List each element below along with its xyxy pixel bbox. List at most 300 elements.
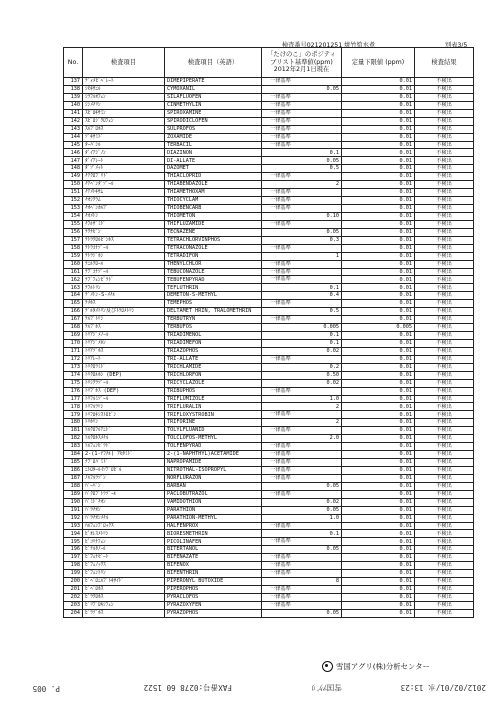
standard-value bbox=[262, 593, 342, 601]
standard-value bbox=[262, 244, 342, 252]
uniform-standard-label: 一律基準 bbox=[270, 276, 291, 283]
row-number: 147 bbox=[64, 157, 83, 165]
inspection-results-table bbox=[63, 47, 474, 618]
item-name-en: BARBAN bbox=[165, 482, 262, 490]
item-name-jp: ﾃﾄﾗｺﾅｿﾞｰﾙ bbox=[83, 244, 165, 252]
item-name-en: THIACLOPRID bbox=[165, 173, 262, 181]
row-number: 167 bbox=[64, 316, 83, 324]
item-name-jp: ﾄﾘｱｼﾞﾒﾎﾝ bbox=[83, 339, 165, 347]
table-row bbox=[64, 411, 474, 419]
row-number: 165 bbox=[64, 300, 83, 308]
row-number: 143 bbox=[64, 125, 83, 133]
row-number: 174 bbox=[64, 371, 83, 379]
item-name-en: BIFENTHRIN bbox=[165, 570, 262, 578]
standard-numeric-value: 0.1 bbox=[329, 340, 339, 347]
standard-value bbox=[262, 419, 342, 427]
standard-numeric-value: 0.4 bbox=[329, 292, 339, 299]
item-name-en: SULPROFOS bbox=[165, 125, 262, 133]
uniform-standard-label: 一律基準 bbox=[270, 101, 291, 108]
item-name-en: TRIFORINE bbox=[165, 419, 262, 427]
standard-value bbox=[262, 316, 342, 324]
item-name-jp: ﾃｸﾅｾﾞﾝ bbox=[83, 228, 165, 236]
table-row bbox=[64, 284, 474, 292]
uniform-standard-label: 一律基準 bbox=[270, 427, 291, 434]
quantitation-limit: 0.01 bbox=[342, 101, 415, 109]
item-name-en: TERBUFOS bbox=[165, 324, 262, 332]
test-result: 不検出 bbox=[415, 554, 474, 562]
uniform-standard-label: 一律基準 bbox=[270, 205, 291, 211]
row-number: 197 bbox=[64, 554, 83, 562]
item-name-jp: ﾋﾟﾘﾌﾟﾛｷｼﾌｪﾝ bbox=[83, 601, 165, 609]
uniform-standard-label: 一律基準 bbox=[270, 490, 291, 497]
test-result: 不検出 bbox=[415, 514, 474, 522]
test-result: 不検出 bbox=[415, 220, 474, 228]
item-name-en: TRIFLOXYSTROBIN bbox=[165, 411, 262, 419]
item-name-en: NITROTHAL-ISOPROPYL bbox=[165, 466, 262, 474]
standard-value bbox=[262, 474, 342, 482]
item-name-jp: ﾄﾘｼｸﾗｿﾞｰﾙ bbox=[83, 379, 165, 387]
table-body bbox=[64, 78, 474, 618]
test-result: 不検出 bbox=[415, 593, 474, 601]
row-number: 193 bbox=[64, 522, 83, 530]
item-name-jp: ｿﾞｷｻﾐﾄﾞ bbox=[83, 133, 165, 141]
item-name-en: TERBACIL bbox=[165, 141, 262, 149]
uniform-standard-label: 一律基準 bbox=[270, 459, 291, 465]
quantitation-limit: 0.01 bbox=[342, 586, 415, 594]
row-number: 158 bbox=[64, 244, 83, 252]
item-name-en: THIOMETON bbox=[165, 212, 262, 220]
uniform-standard-label: 一律基準 bbox=[270, 117, 291, 124]
quantitation-limit: 0.01 bbox=[342, 332, 415, 340]
item-name-jp: ﾄﾙｸﾛﾎｽﾒﾁﾙ bbox=[83, 435, 165, 443]
table-row bbox=[64, 228, 474, 236]
item-name-en: PYRAZOXYFEN bbox=[165, 601, 262, 609]
uniform-standard-label: 一律基準 bbox=[270, 316, 291, 323]
table-row bbox=[64, 474, 474, 482]
item-name-jp: ﾋﾟﾍﾟﾛﾆﾙﾌﾞﾄｷｻｲﾄﾞ bbox=[83, 578, 165, 586]
table-row bbox=[64, 244, 474, 252]
standard-value bbox=[262, 411, 342, 419]
standard-value bbox=[262, 371, 342, 379]
standard-value bbox=[262, 236, 342, 244]
item-name-en: THIFLUZAMIDE bbox=[165, 220, 262, 228]
item-name-en: TOLFENPYRAD bbox=[165, 443, 262, 451]
table-row bbox=[64, 212, 474, 220]
table-row bbox=[64, 387, 474, 395]
uniform-standard-label: 一律基準 bbox=[270, 197, 291, 204]
test-result: 不検出 bbox=[415, 363, 474, 371]
item-name-jp: ﾄﾙｸﾛﾌﾙｱﾆﾄﾞ bbox=[83, 427, 165, 435]
item-name-en: PYRAZOPHOS bbox=[165, 609, 262, 617]
standard-value bbox=[262, 252, 342, 260]
item-name-jp: ﾋﾟﾗｸﾛﾎｽ bbox=[83, 593, 165, 601]
row-number: 161 bbox=[64, 268, 83, 276]
item-name-jp: ﾃﾞﾒﾄﾝ-S-ﾒﾁﾙ bbox=[83, 292, 165, 300]
row-number: 146 bbox=[64, 149, 83, 157]
table-row bbox=[64, 451, 474, 459]
item-name-jp: ﾋﾞｵﾚｽﾒﾄﾘﾝ bbox=[83, 530, 165, 538]
brand-name: 雪国アグリ(株)分析センター bbox=[336, 662, 430, 671]
row-number: 141 bbox=[64, 109, 83, 117]
test-result: 不検出 bbox=[415, 355, 474, 363]
standard-value bbox=[262, 459, 342, 467]
table-row bbox=[64, 363, 474, 371]
test-result: 不検出 bbox=[415, 292, 474, 300]
item-name-en: PIPEROPHOS bbox=[165, 586, 262, 594]
standard-value bbox=[262, 332, 342, 340]
standard-value bbox=[262, 601, 342, 609]
standard-value bbox=[262, 308, 342, 316]
standard-value bbox=[262, 586, 342, 594]
quantitation-limit: 0.01 bbox=[342, 355, 415, 363]
table-row bbox=[64, 506, 474, 514]
row-number: 200 bbox=[64, 578, 83, 586]
standard-value bbox=[262, 173, 342, 181]
standard-value bbox=[262, 157, 342, 165]
row-number: 180 bbox=[64, 419, 83, 427]
quantitation-limit: 0.01 bbox=[342, 85, 415, 93]
standard-value bbox=[262, 427, 342, 435]
table-row bbox=[64, 379, 474, 387]
row-number: 170 bbox=[64, 339, 83, 347]
quantitation-limit: 0.01 bbox=[342, 522, 415, 530]
test-result: 不検出 bbox=[415, 78, 474, 86]
standard-numeric-value: 0.05 bbox=[326, 609, 339, 616]
footer-brand bbox=[322, 661, 430, 672]
item-name-en: SPIROXAMINE bbox=[165, 109, 262, 117]
test-result: 不検出 bbox=[415, 546, 474, 554]
test-result: 不検出 bbox=[415, 316, 474, 324]
standard-numeric-value: 2 bbox=[335, 181, 339, 188]
row-number: 145 bbox=[64, 141, 83, 149]
quantitation-limit: 0.01 bbox=[342, 609, 415, 617]
item-name-en: DIMEPIPERATE bbox=[165, 78, 262, 86]
table-row bbox=[64, 514, 474, 522]
test-result: 不検出 bbox=[415, 403, 474, 411]
quantitation-limit: 0.01 bbox=[342, 252, 415, 260]
item-name-jp: ﾉﾙﾌﾙﾗｿﾞﾝ bbox=[83, 474, 165, 482]
quantitation-limit: 0.01 bbox=[342, 236, 415, 244]
standard-value bbox=[262, 228, 342, 236]
quantitation-limit: 0.01 bbox=[342, 244, 415, 252]
item-name-jp: ﾋﾞﾌｪﾝﾄﾘﾝ bbox=[83, 570, 165, 578]
standard-value bbox=[262, 451, 342, 459]
test-result: 不検出 bbox=[415, 173, 474, 181]
table-row bbox=[64, 85, 474, 93]
item-name-en: PACLOBUTRAZOL bbox=[165, 490, 262, 498]
standard-value bbox=[262, 101, 342, 109]
standard-value bbox=[262, 506, 342, 514]
item-name-jp: ﾄﾘｱﾚｰﾄ bbox=[83, 355, 165, 363]
row-number: 198 bbox=[64, 562, 83, 570]
item-name-en: DELTAMET HRIN, TRALOMETHRIN bbox=[165, 308, 262, 316]
standard-value bbox=[262, 347, 342, 355]
uniform-standard-label: 一律基準 bbox=[270, 173, 291, 180]
standard-value bbox=[262, 522, 342, 530]
test-result: 不検出 bbox=[415, 586, 474, 594]
row-number: 164 bbox=[64, 292, 83, 300]
standard-value bbox=[262, 355, 342, 363]
item-name-jp: ｼﾝﾒﾁﾘﾝ bbox=[83, 101, 165, 109]
standard-value bbox=[262, 490, 342, 498]
item-name-en: ZOXAMIDE bbox=[165, 133, 262, 141]
fax-sender-name: 雪国ｱｸﾞﾘ bbox=[311, 683, 342, 692]
item-name-en: DAZOMET bbox=[165, 165, 262, 173]
test-result: 不検出 bbox=[415, 300, 474, 308]
table-row bbox=[64, 109, 474, 117]
item-name-jp: ﾅﾌﾟﾛﾊﾟﾐﾄﾞ bbox=[83, 459, 165, 467]
quantitation-limit: 0.01 bbox=[342, 189, 415, 197]
standard-value bbox=[262, 268, 342, 276]
row-number: 139 bbox=[64, 93, 83, 101]
uniform-standard-label: 一律基準 bbox=[270, 220, 291, 227]
row-number: 182 bbox=[64, 435, 83, 443]
row-number: 159 bbox=[64, 252, 83, 260]
quantitation-limit: 0.01 bbox=[342, 125, 415, 133]
table-row bbox=[64, 268, 474, 276]
table-row bbox=[64, 538, 474, 546]
item-name-en: DI-ALLATE bbox=[165, 157, 262, 165]
row-number: 183 bbox=[64, 443, 83, 451]
quantitation-limit: 0.01 bbox=[342, 601, 415, 609]
quantitation-limit: 0.01 bbox=[342, 197, 415, 205]
quantitation-limit: 0.01 bbox=[342, 276, 415, 284]
uniform-standard-label: 一律基準 bbox=[270, 451, 291, 458]
standard-value bbox=[262, 300, 342, 308]
table-row bbox=[64, 165, 474, 173]
standard-numeric-value: 0.1 bbox=[329, 332, 339, 339]
table-row bbox=[64, 601, 474, 609]
item-name-jp: 2-(1-ﾅﾌﾁﾙ) ｱｾﾀﾐﾄﾞ bbox=[83, 451, 165, 459]
standard-numeric-value: 0.02 bbox=[326, 348, 339, 355]
row-number: 188 bbox=[64, 482, 83, 490]
standard-value bbox=[262, 379, 342, 387]
column-header-result: 検査結果 bbox=[415, 48, 474, 78]
table-row bbox=[64, 586, 474, 594]
standard-value bbox=[262, 260, 342, 268]
standard-value bbox=[262, 530, 342, 538]
standard-value bbox=[262, 546, 342, 554]
test-result: 不検出 bbox=[415, 228, 474, 236]
test-result: 不検出 bbox=[415, 609, 474, 617]
test-result: 不検出 bbox=[415, 466, 474, 474]
test-result: 不検出 bbox=[415, 474, 474, 482]
item-name-jp: ﾄﾘｱｿﾞﾎｽ bbox=[83, 347, 165, 355]
inspection-header: 検査番号021201251 焼竹筍水煮 bbox=[282, 42, 376, 49]
test-result: 不検出 bbox=[415, 522, 474, 530]
standard-numeric-value: 0.05 bbox=[326, 157, 339, 164]
quantitation-limit: 0.01 bbox=[342, 141, 415, 149]
column-header-limit: 定量下限値 (ppm) bbox=[342, 48, 415, 78]
table-row bbox=[64, 125, 474, 133]
table-row bbox=[64, 435, 474, 443]
row-number: 189 bbox=[64, 490, 83, 498]
row-number: 137 bbox=[64, 78, 83, 86]
quantitation-limit: 0.01 bbox=[342, 109, 415, 117]
quantitation-limit: 0.01 bbox=[342, 316, 415, 324]
standard-numeric-value: 0.05 bbox=[326, 228, 339, 235]
item-name-jp: ﾁｱﾒﾄｷｻﾑ bbox=[83, 189, 165, 197]
table-row bbox=[64, 522, 474, 530]
standard-value bbox=[262, 482, 342, 490]
item-name-jp: ﾊﾟｸﾛﾌﾞﾄﾗｿﾞｰﾙ bbox=[83, 490, 165, 498]
quantitation-limit: 0.01 bbox=[342, 530, 415, 538]
item-name-jp: ｽﾋﾟﾛｼﾞｸﾛﾌｪﾝ bbox=[83, 117, 165, 125]
item-name-en: BIFENAZATE bbox=[165, 554, 262, 562]
item-name-en: BIORESMETHRIN bbox=[165, 530, 262, 538]
row-number: 187 bbox=[64, 474, 83, 482]
item-name-jp: ﾀﾞｿﾞﾒｯﾄ bbox=[83, 165, 165, 173]
table-row bbox=[64, 562, 474, 570]
standard-value bbox=[262, 324, 342, 332]
test-result: 不検出 bbox=[415, 411, 474, 419]
quantitation-limit: 0.01 bbox=[342, 387, 415, 395]
standard-value bbox=[262, 133, 342, 141]
test-result: 不検出 bbox=[415, 498, 474, 506]
item-name-jp: ﾃﾙﾌﾞﾎｽ bbox=[83, 324, 165, 332]
uniform-standard-label: 一律基準 bbox=[270, 244, 291, 251]
item-name-en: PYRACLOFOS bbox=[165, 593, 262, 601]
table-row bbox=[64, 93, 474, 101]
standard-numeric-value: 8 bbox=[335, 578, 339, 585]
item-name-en: THIABENDAZOLE bbox=[165, 181, 262, 189]
test-result: 不検出 bbox=[415, 133, 474, 141]
standard-value bbox=[262, 109, 342, 117]
item-name-en: TOLYLFLUANID bbox=[165, 427, 262, 435]
standard-value bbox=[262, 443, 342, 451]
row-number: 195 bbox=[64, 538, 83, 546]
item-name-en: CYMOXANIL bbox=[165, 85, 262, 93]
item-name-en: TOLCLOFOS-METHYL bbox=[165, 435, 262, 443]
item-name-jp: ﾄﾘﾌﾙﾗﾘﾝ bbox=[83, 403, 165, 411]
row-number: 162 bbox=[64, 276, 83, 284]
fax-number: FAX番号:0278 60 1522 bbox=[143, 683, 232, 692]
uniform-standard-label: 一律基準 bbox=[270, 593, 291, 600]
item-name-jp: ﾆﾄﾛﾀｰﾙｲｿﾌﾟﾛﾋﾟﾙ bbox=[83, 466, 165, 474]
item-name-jp: ﾄﾘﾌﾙﾐｿﾞｰﾙ bbox=[83, 395, 165, 403]
item-name-en: VAMIDOTHION bbox=[165, 498, 262, 506]
quantitation-limit: 0.01 bbox=[342, 379, 415, 387]
standard-value bbox=[262, 205, 342, 213]
standard-numeric-value: 0.02 bbox=[326, 498, 339, 505]
item-name-en: TEBUCONAZOLE bbox=[165, 268, 262, 276]
standard-value bbox=[262, 363, 342, 371]
table-row bbox=[64, 554, 474, 562]
item-name-en: PIPERONYL BUTOXIDE bbox=[165, 578, 262, 586]
row-number: 148 bbox=[64, 165, 83, 173]
test-result: 不検出 bbox=[415, 85, 474, 93]
row-number: 175 bbox=[64, 379, 83, 387]
item-name-jp: ﾄﾘｸﾛﾗﾐﾄﾞ bbox=[83, 363, 165, 371]
table-row bbox=[64, 466, 474, 474]
row-number: 171 bbox=[64, 347, 83, 355]
item-name-jp: ﾃﾞｨﾒﾋﾟﾍﾟﾚｰﾄ bbox=[83, 78, 165, 86]
test-result: 不検出 bbox=[415, 339, 474, 347]
test-result: 不検出 bbox=[415, 149, 474, 157]
test-result: 不検出 bbox=[415, 236, 474, 244]
row-number: 199 bbox=[64, 570, 83, 578]
item-name-jp: ﾋﾟｺﾘﾅﾌｪﾝ bbox=[83, 538, 165, 546]
standard-numeric-value: 0.1 bbox=[329, 530, 339, 537]
item-name-en: TRICHLORFON bbox=[165, 371, 262, 379]
test-result: 不検出 bbox=[415, 189, 474, 197]
test-result: 不検出 bbox=[415, 117, 474, 125]
standard-numeric-value: 0.05 bbox=[326, 506, 339, 513]
item-name-jp: ﾋﾞﾃﾙﾀﾉｰﾙ bbox=[83, 546, 165, 554]
standard-value bbox=[262, 570, 342, 578]
quantitation-limit: 0.01 bbox=[342, 443, 415, 451]
item-name-en: SILAFLUOFEN bbox=[165, 93, 262, 101]
uniform-standard-label: 一律基準 bbox=[270, 522, 291, 529]
row-number: 191 bbox=[64, 506, 83, 514]
table-row bbox=[64, 482, 474, 490]
table-row bbox=[64, 220, 474, 228]
table-header-row bbox=[64, 48, 474, 78]
test-result: 不検出 bbox=[415, 101, 474, 109]
standard-value bbox=[262, 609, 342, 617]
quantitation-limit: 0.01 bbox=[342, 284, 415, 292]
row-number: 202 bbox=[64, 593, 83, 601]
standard-value bbox=[262, 466, 342, 474]
standard-value bbox=[262, 85, 342, 93]
table-row bbox=[64, 292, 474, 300]
test-result: 不検出 bbox=[415, 276, 474, 284]
quantitation-limit: 0.01 bbox=[342, 395, 415, 403]
item-name-jp: ﾀｰﾊﾞｼﾙ bbox=[83, 141, 165, 149]
test-result: 不検出 bbox=[415, 435, 474, 443]
standard-value bbox=[262, 435, 342, 443]
row-number: 196 bbox=[64, 546, 83, 554]
test-result: 不検出 bbox=[415, 379, 474, 387]
standard-value bbox=[262, 554, 342, 562]
item-name-jp: ﾃﾆﾙｸﾛｰﾙ bbox=[83, 260, 165, 268]
standard-numeric-value: 0.50 bbox=[326, 371, 339, 378]
table-row bbox=[64, 490, 474, 498]
item-name-jp: ﾄﾘﾌﾛｷｼｽﾄﾛﾋﾞﾝ bbox=[83, 411, 165, 419]
row-number: 172 bbox=[64, 355, 83, 363]
test-result: 不検出 bbox=[415, 482, 474, 490]
uniform-standard-label: 一律基準 bbox=[270, 78, 291, 84]
table-row bbox=[64, 427, 474, 435]
table-row bbox=[64, 609, 474, 617]
row-number: 179 bbox=[64, 411, 83, 419]
table-row bbox=[64, 133, 474, 141]
item-name-jp: ﾃﾌﾙﾄﾘﾝ bbox=[83, 284, 165, 292]
standard-numeric-value: 1.0 bbox=[329, 395, 339, 402]
test-result: 不検出 bbox=[415, 451, 474, 459]
quantitation-limit: 0.01 bbox=[342, 506, 415, 514]
standard-value bbox=[262, 117, 342, 125]
item-name-jp: ﾊﾙﾌｪﾝﾌﾟﾛｯｸｽ bbox=[83, 522, 165, 530]
standard-numeric-value: 2 bbox=[335, 419, 339, 426]
test-result: 不検出 bbox=[415, 308, 474, 316]
quantitation-limit: 0.01 bbox=[342, 157, 415, 165]
test-result: 不検出 bbox=[415, 332, 474, 340]
item-name-en: TEBUFENPYRAD bbox=[165, 276, 262, 284]
table-row bbox=[64, 316, 474, 324]
test-result: 不検出 bbox=[415, 205, 474, 213]
test-result: 不検出 bbox=[415, 260, 474, 268]
standard-value bbox=[262, 284, 342, 292]
item-name-jp: ﾃﾄﾗｸﾛﾙﾋﾞﾝﾎｽ bbox=[83, 236, 165, 244]
item-name-en: PARATHION-METHYL bbox=[165, 514, 262, 522]
row-number: 163 bbox=[64, 284, 83, 292]
test-result: 不検出 bbox=[415, 387, 474, 395]
item-name-en: TECNAZENE bbox=[165, 228, 262, 236]
company-logo-icon bbox=[322, 661, 333, 672]
column-header-item-jp: 検査項目 bbox=[83, 48, 165, 78]
standard-numeric-value: 0.3 bbox=[329, 236, 339, 243]
